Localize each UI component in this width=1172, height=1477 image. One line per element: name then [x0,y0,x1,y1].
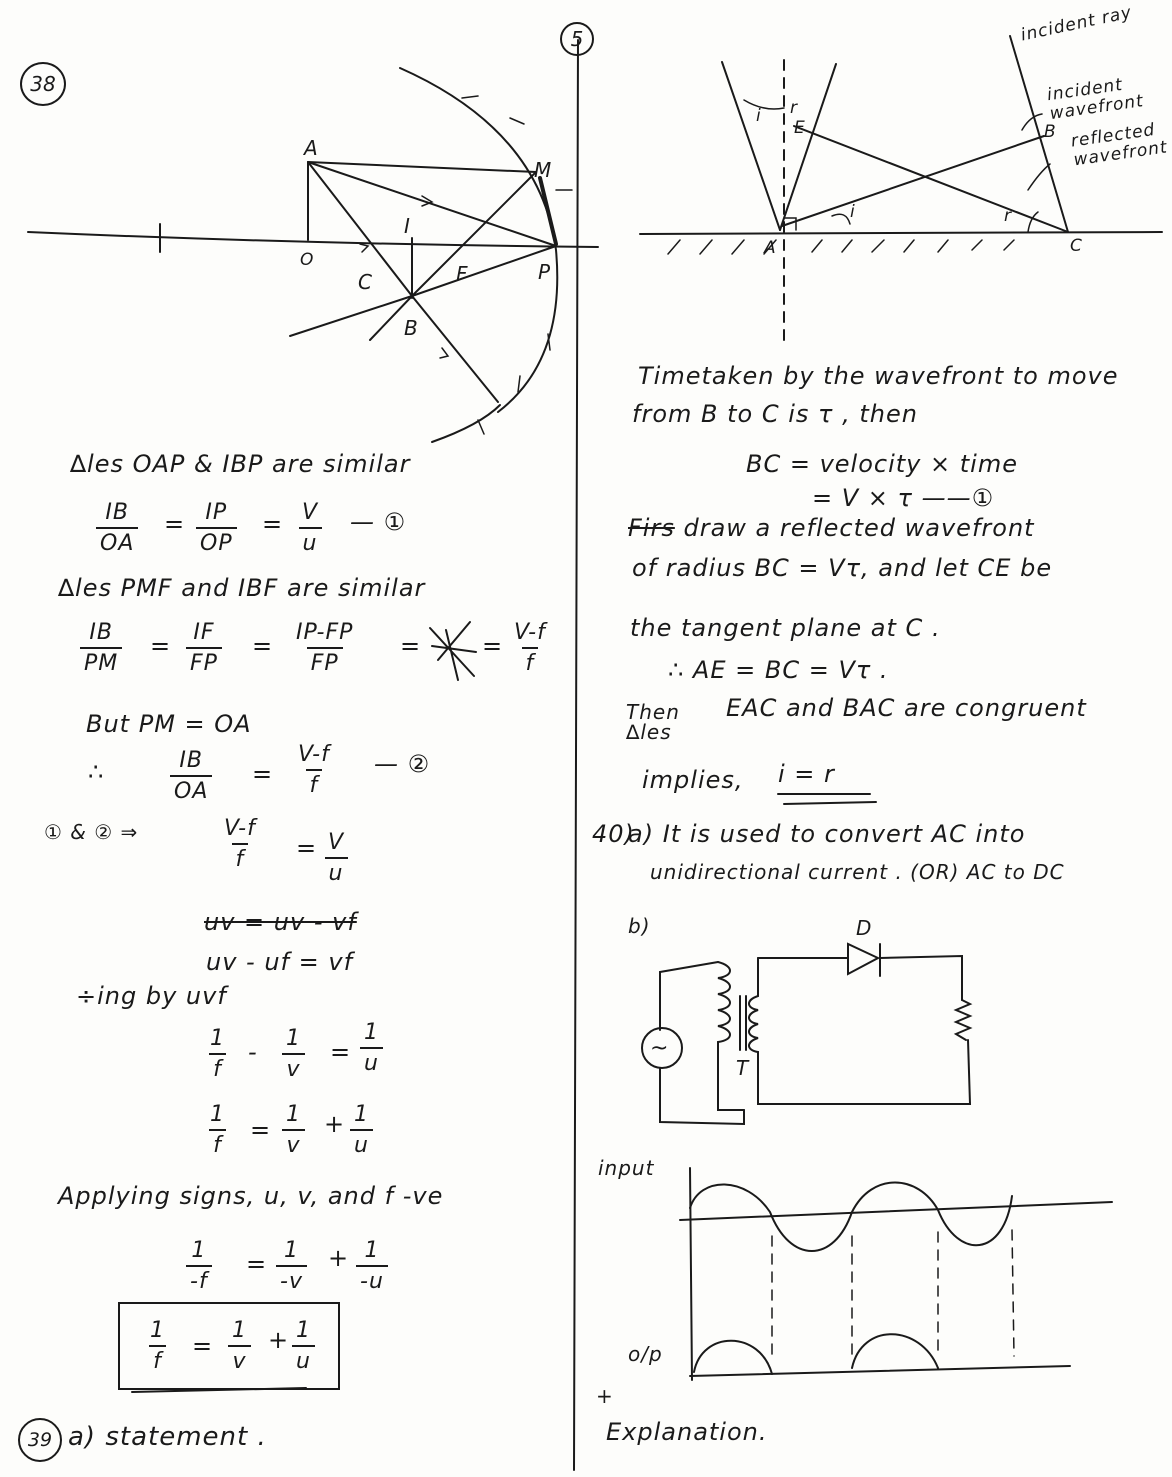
similar-triangles-line-1: ∆les OAP & IBP are similar [70,450,411,478]
eq2-d-den: f [522,647,539,676]
eq1-a-num: IB [105,500,129,525]
congruent-line: EAC and BAC are congruent [726,694,1087,722]
eq4-rnum: V [328,830,345,855]
eq7-op: - [248,1038,258,1066]
eq1-equals-1: = [164,510,186,538]
eq2-equals-2: = [252,632,274,660]
eq10-equals: = [246,1250,268,1278]
eq11-a-num: 1 [150,1318,165,1343]
ac-source-symbol: ~ [650,1036,670,1061]
eq4-rden: u [325,857,348,886]
then-triangles: Then ∆les [626,700,680,744]
similar-triangles-line-2: ∆les PMF and IBF are similar [58,574,426,602]
eq3-den: OA [170,775,212,804]
eq11-equals: = [192,1332,214,1360]
eq7-c-num: 1 [364,1020,379,1045]
i-equals-r-result: i = r [778,760,835,788]
eq10-op: + [328,1244,350,1272]
label-r-bottom: r [1004,206,1012,226]
eq4-num: V-f [224,816,256,841]
label-reflected-wavefront: reflected wavefront [1069,119,1169,171]
implies-label: implies, [642,766,744,794]
label-B: B [404,316,419,340]
eq8-a-num: 1 [210,1102,225,1127]
transformer-label: T [736,1056,750,1080]
eq3-num: IB [179,748,203,773]
pm-equals-oa-line: But PM = OA [86,710,252,738]
eq8-b-num: 1 [286,1102,301,1127]
eq1-equals-2: = [262,510,284,538]
eq2-b-den: FP [186,647,222,676]
eq7-c-den: u [360,1047,383,1076]
eq1-b-den: OP [196,527,237,556]
q39-statement: a) statement . [68,1422,267,1452]
eq7-equals: = [330,1038,352,1066]
bc-velocity-line: BC = velocity × time [746,450,1018,478]
label-A-right: A [764,238,777,258]
eq8-b-den: v [282,1129,304,1158]
applying-signs-line: Applying signs, u, v, and f -ve [58,1182,444,1210]
eq11-c-num: 1 [296,1318,311,1343]
eq2-a-den: PM [80,647,122,676]
eq2-d-num: V-f [514,620,546,645]
output-graph-label: o/p [628,1342,663,1366]
eq3-tag-number: ② [407,750,431,778]
eq1-a-den: OA [96,527,138,556]
eq8-equals: = [250,1116,272,1144]
label-A: A [304,136,319,160]
eq7-b-num: 1 [286,1026,301,1051]
eq8-c-num: 1 [354,1102,369,1127]
eq3-prefix: ∴ [88,758,105,786]
struck-line: uv = uv - vf [204,908,357,936]
diode-label: D [856,916,873,940]
radius-line: of radius BC = Vτ, and let CE be [632,554,1053,582]
draw-wavefront-text: draw a reflected wavefront [683,514,1035,542]
output-rectified-wave [694,1334,938,1374]
q40-part-a-line-2: unidirectional current . (OR) AC to DC [650,860,1065,884]
label-B-top: B [1044,122,1057,142]
eq10-b-den: -v [276,1265,307,1294]
label-F: F [456,262,469,286]
eq3-equals: = [252,760,274,788]
eq1-c-num: V [302,500,319,525]
eq8-a-den: f [209,1129,226,1158]
input-axis-vertical [690,1168,692,1380]
eq1-c-den: u [299,527,322,556]
eq8-c-den: u [350,1129,373,1158]
question-39-number: 39 [27,1429,53,1451]
eq11-b-den: v [228,1345,250,1374]
eq2-c-den: FP [307,647,343,676]
label-r-top: r [790,98,798,118]
plus-sign: + [596,1384,614,1408]
eq1-tag-number: ① [383,508,407,536]
q40-part-a-line-1: a) It is used to convert AC into [628,820,1026,848]
eq7-a-num: 1 [210,1026,225,1051]
eq1-b-num: IP [205,500,228,525]
explanation-label: Explanation. [606,1418,768,1446]
page-number: 5 [570,27,584,51]
label-M: M [534,158,553,182]
label-E: E [794,118,806,138]
eq2-c-num: IP-FP [296,620,354,645]
eq4-den: f [232,843,249,872]
eq7-b-den: v [282,1053,304,1082]
label-incident-ray: incident ray [1019,2,1134,46]
eq2-equals-3: = [400,632,422,660]
bc-vt-line: = V × τ ——① [812,484,995,512]
label-i-bottom: i [850,202,856,222]
q40-part-b-label: b) [628,914,651,938]
eq2-b-num: IF [193,620,215,645]
eq8-op: + [324,1110,346,1138]
eq3-rnum: V-f [298,742,330,767]
eq10-c-den: -u [356,1265,388,1294]
eq11-c-den: u [292,1345,315,1374]
eq3-tag: — ② [374,750,431,778]
label-C: C [358,270,373,294]
eq2-a-num: IB [89,620,113,645]
timetaken-line-1: Timetaken by the wavefront to move [638,362,1119,390]
label-incident-wavefront: incident wavefront [1045,74,1145,124]
eq2-equals-1: = [150,632,172,660]
question-38-number: 38 [30,72,56,96]
label-i-top: i [756,106,762,126]
label-O: O [300,250,315,270]
input-axis-horizontal [680,1202,1112,1220]
eq4-prefix: ① & ② ⇒ [44,820,139,844]
ae-equals-line: ∴ AE = BC = Vτ . [668,656,889,684]
output-axis-horizontal [690,1366,1070,1376]
eq3-rden: f [306,769,323,798]
label-C-right: C [1070,236,1083,256]
eq10-a-num: 1 [191,1238,207,1263]
draw-wavefront-line: Firs draw a reflected wavefront [628,514,1035,542]
eq4-equals: = [296,834,318,862]
eq10-a-den: -f [186,1265,212,1294]
input-graph-label: input [598,1156,655,1180]
eq2-equals-4: = [482,632,504,660]
dividing-line: ÷ing by uvf [76,982,227,1010]
eq1-tag: — ① [350,508,407,536]
eq7-a-den: f [209,1053,226,1082]
question-40-number: 40) [592,820,635,848]
eq10-b-num: 1 [283,1238,299,1263]
uv-uf-line: uv - uf = vf [206,948,354,976]
eq11-a-den: f [149,1345,166,1374]
eq11-b-num: 1 [232,1318,247,1343]
timetaken-line-2: from B to C is τ , then [632,400,918,428]
eq10-c-num: 1 [364,1238,380,1263]
label-I: I [404,214,411,238]
label-P: P [538,260,552,284]
tangent-plane-line: the tangent plane at C . [630,614,941,642]
eq11-op: + [268,1326,290,1354]
